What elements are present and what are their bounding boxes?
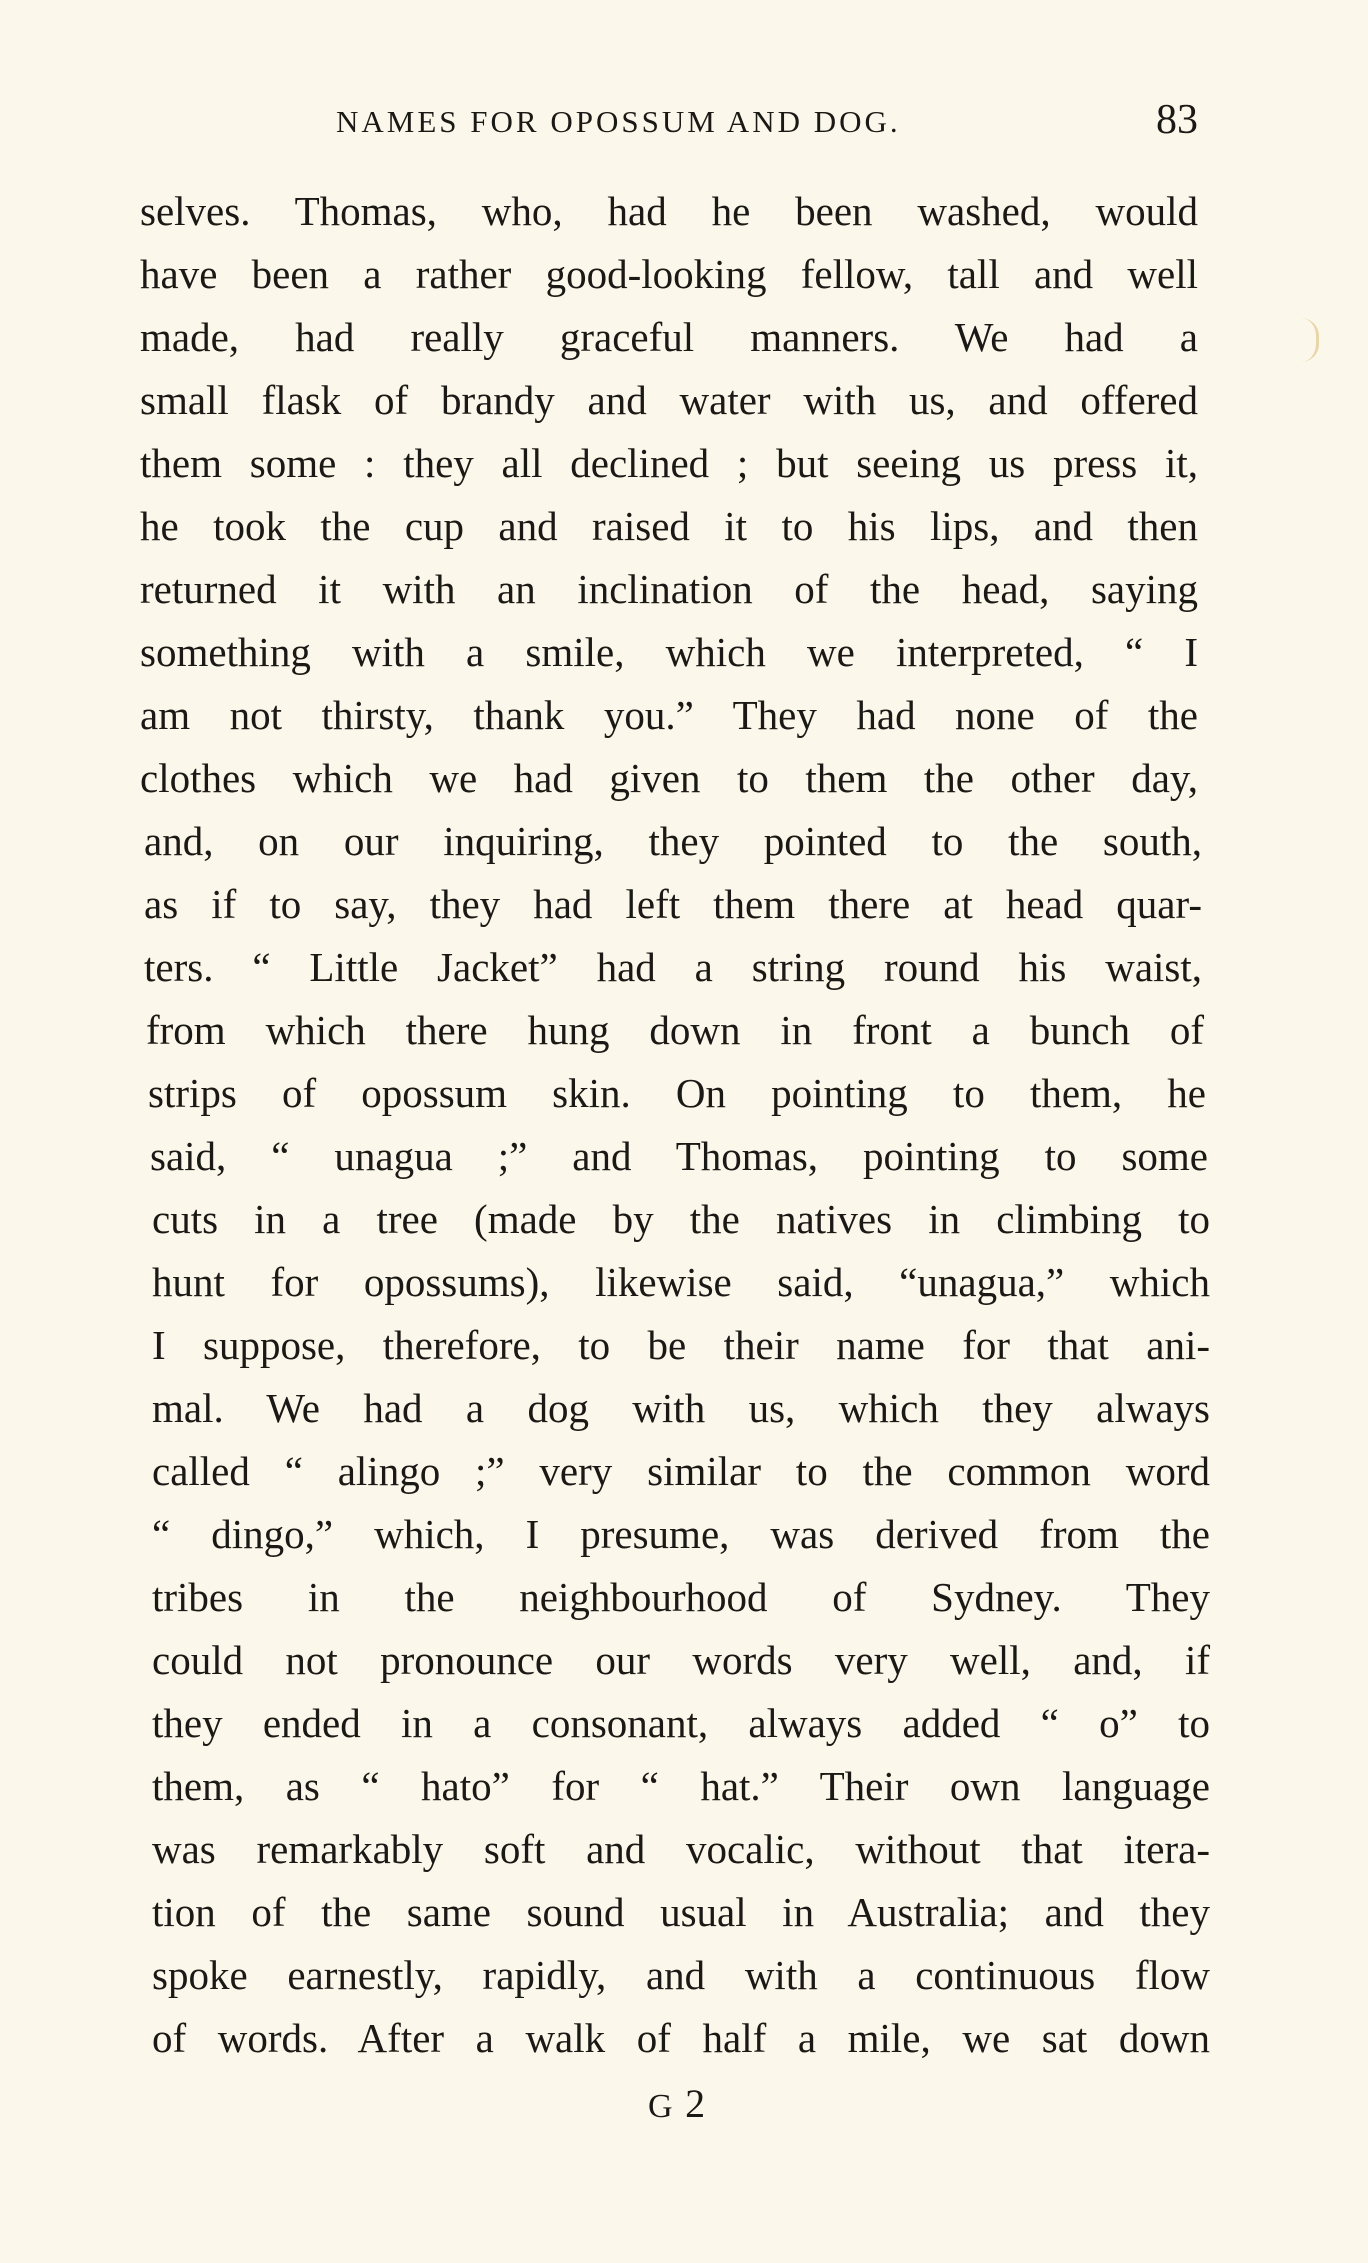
text-line: was remarkably soft and vocalic, without that itera-: [152, 1826, 1210, 1872]
text-line: something with a smile, which we interpreted, “ I: [140, 629, 1198, 675]
text-line: them some : they all declined ; but seeing us press it,: [140, 440, 1198, 486]
text-line: mal. We had a dog with us, which they always: [152, 1385, 1210, 1431]
text-line: hunt for opossums), likewise said, “unagua,” which: [152, 1259, 1210, 1305]
text-line: returned it with an inclination of the head, saying: [140, 566, 1198, 612]
text-line: tribes in the neighbourhood of Sydney. They: [152, 1574, 1210, 1620]
text-line: spoke earnestly, rapidly, and with a continuous flow: [152, 1952, 1210, 1998]
text-line: from which there hung down in front a bunch of: [146, 1007, 1204, 1053]
text-line: made, had really graceful manners. We had a: [140, 314, 1198, 360]
text-line: am not thirsty, thank you.” They had none of the: [140, 692, 1198, 738]
text-line: cuts in a tree (made by the natives in climbing to: [152, 1196, 1210, 1242]
margin-paper-mark: [1298, 318, 1319, 362]
text-line: could not pronounce our words very well, and, if: [152, 1637, 1210, 1683]
text-line: I suppose, therefore, to be their name for that ani-: [152, 1322, 1210, 1368]
text-line: clothes which we had given to them the other day,: [140, 755, 1198, 801]
body-text: [140, 180, 1220, 2070]
text-line: he took the cup and raised it to his lips, and then: [140, 503, 1198, 549]
page-number: 83: [1156, 97, 1198, 143]
text-line: called “ alingo ;” very similar to the common word: [152, 1448, 1210, 1494]
text-line: as if to say, they had left them there at head quar-: [144, 881, 1202, 927]
text-line: small flask of brandy and water with us, and offered: [140, 377, 1198, 423]
text-line: ters. “ Little Jacket” had a string round his waist,: [144, 944, 1202, 990]
running-title: NAMES FOR OPOSSUM AND DOG.: [336, 104, 901, 139]
text-line: them, as “ hato” for “ hat.” Their own language: [152, 1763, 1210, 1809]
page-header: [140, 97, 1198, 150]
text-line: strips of opossum skin. On pointing to them, he: [148, 1070, 1206, 1116]
text-line: tion of the same sound usual in Australia; and they: [152, 1889, 1210, 1935]
signature-number: 2: [685, 2081, 708, 2126]
text-line: of words. After a walk of half a mile, we sat down: [152, 2015, 1210, 2061]
text-line: they ended in a consonant, always added “ o” to: [152, 1700, 1210, 1746]
text-line: “ dingo,” which, I presume, was derived from the: [152, 1511, 1210, 1557]
text-line: said, “ unagua ;” and Thomas, pointing to some: [150, 1133, 1208, 1179]
text-line: and, on our inquiring, they pointed to the south,: [144, 818, 1202, 864]
text-line: selves. Thomas, who, had he been washed, would: [140, 188, 1198, 234]
text-line: have been a rather good-looking fellow, tall and well: [140, 251, 1198, 297]
signature-letter: G: [648, 2088, 675, 2125]
signature-mark: [648, 2080, 707, 2127]
